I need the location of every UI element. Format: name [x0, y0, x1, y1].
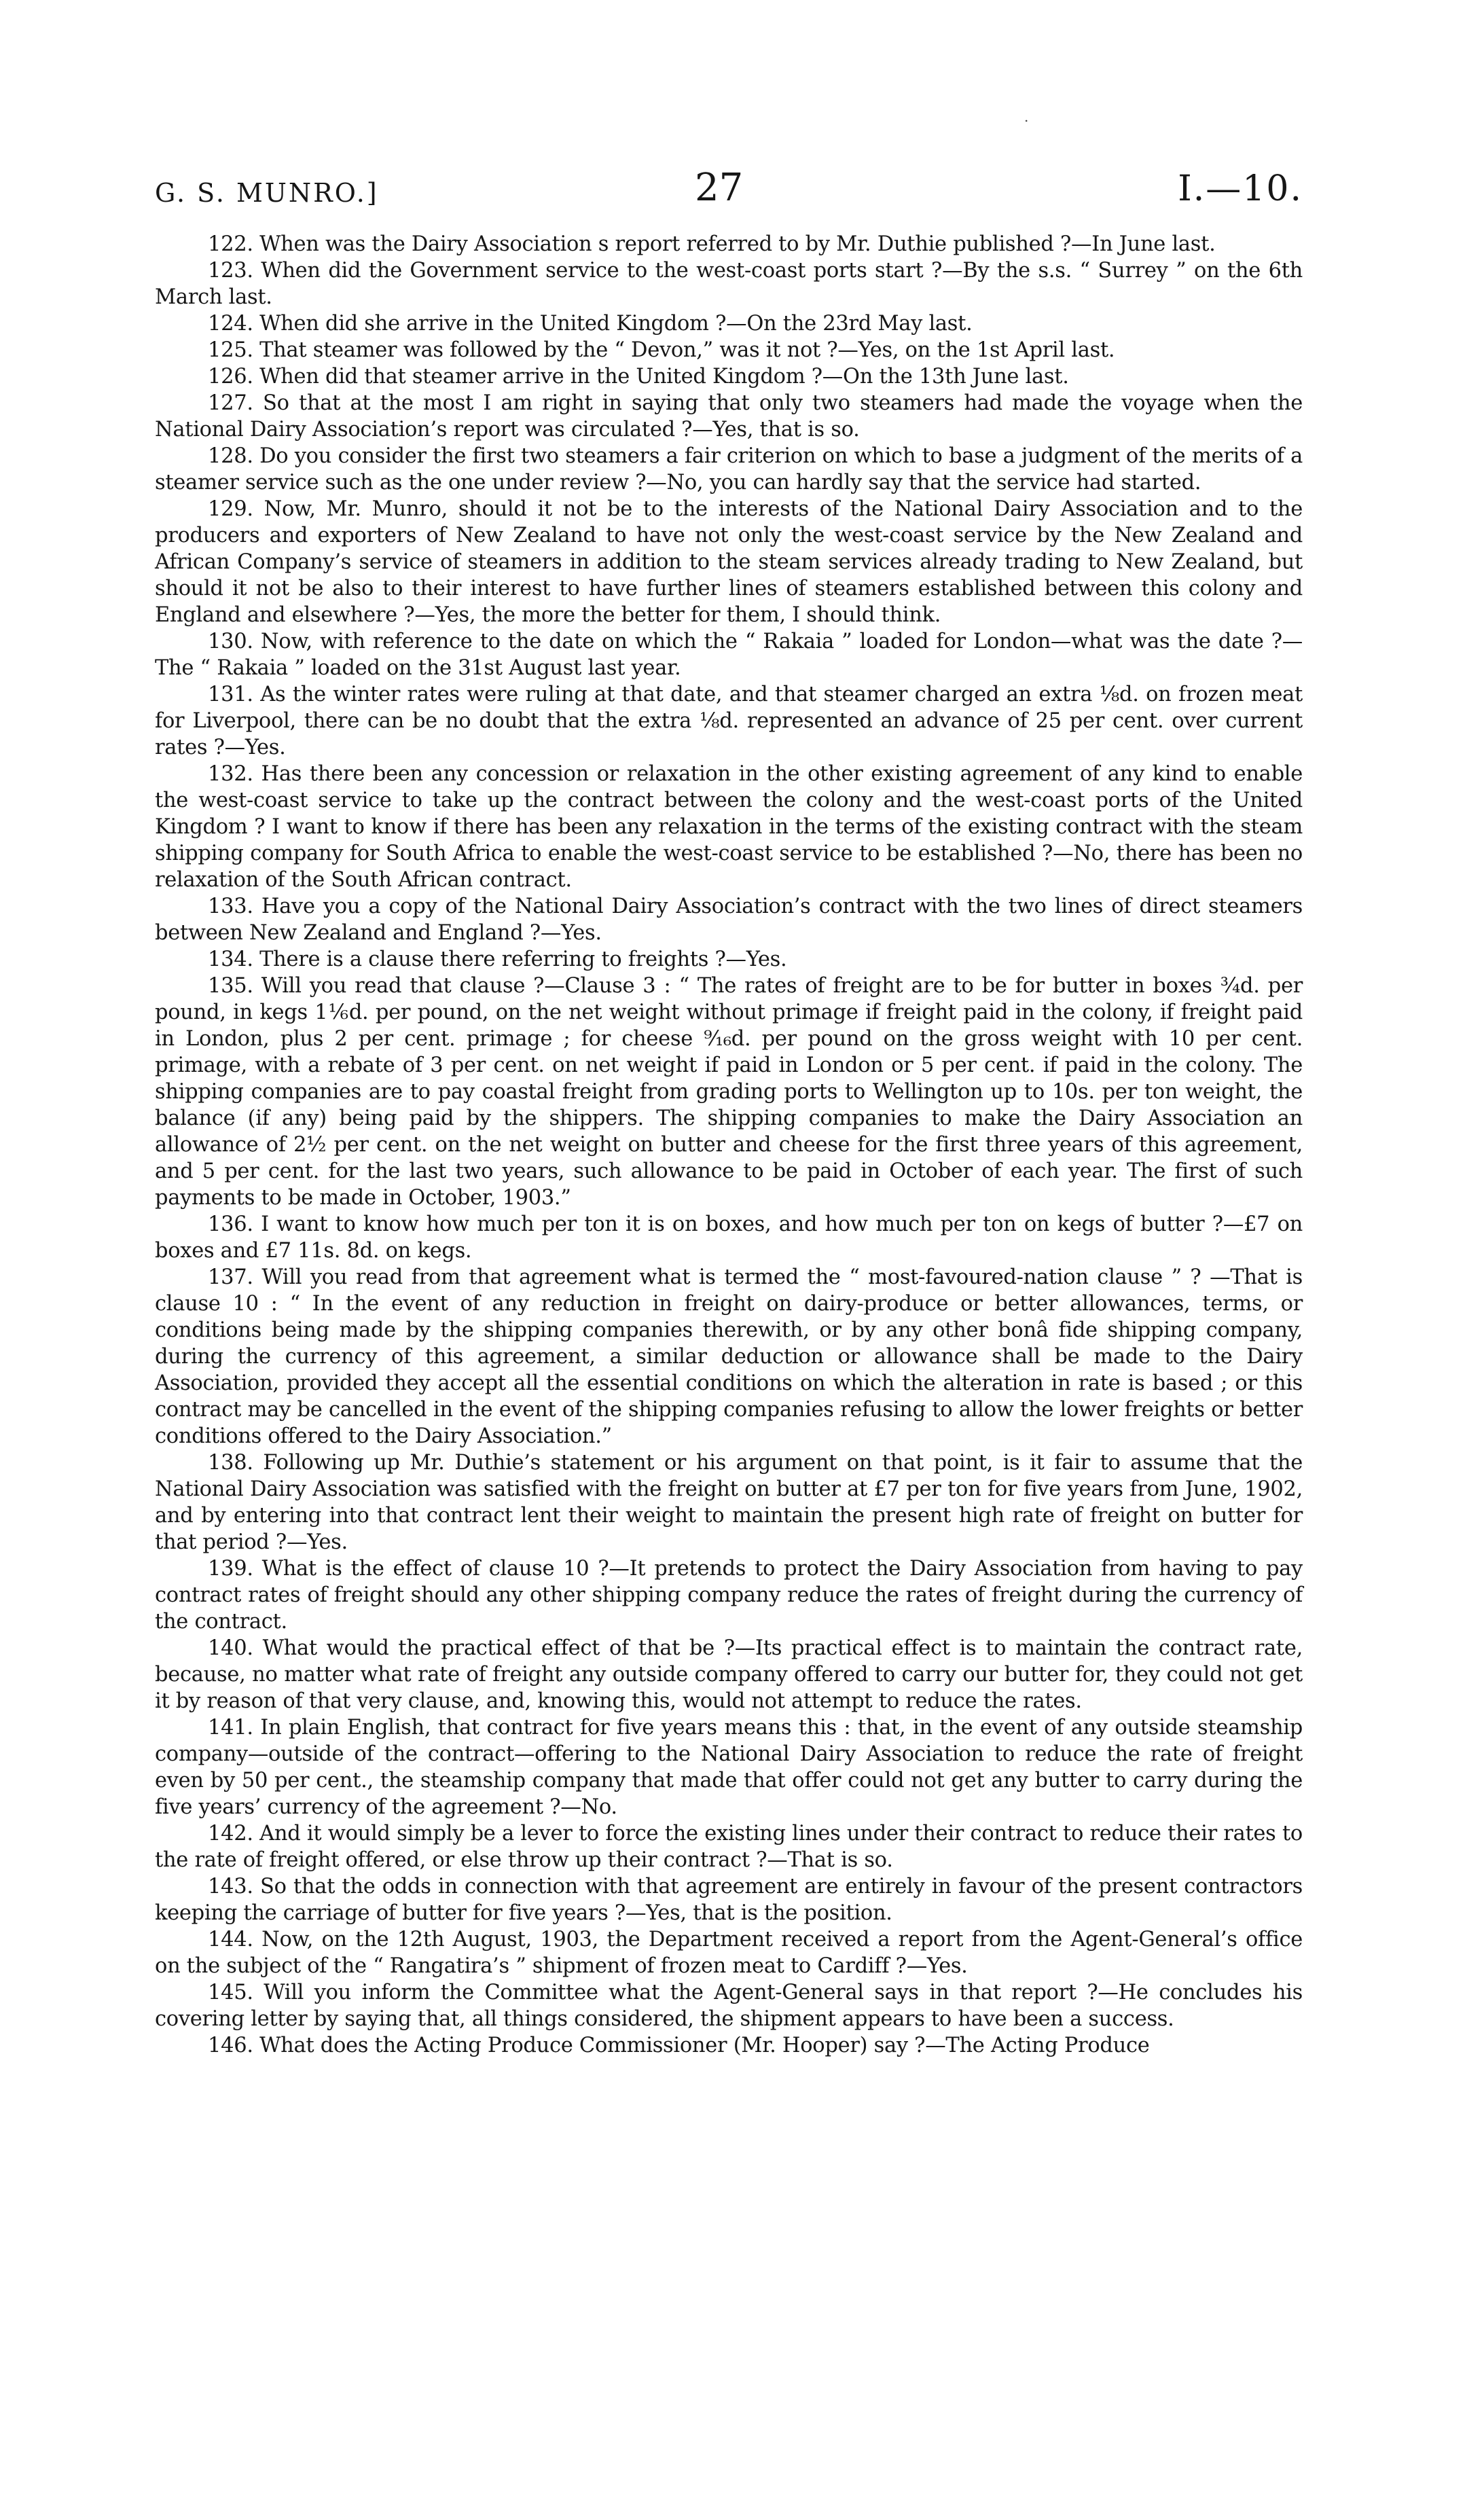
- question-144: 144. Now, on the 12th August, 1903, the Department received a report from the Agent-General’s office on the subject of the “ Rangatira’s ” shipment of frozen meat to Cardiff ?—Yes.: [155, 1928, 1303, 1978]
- page-number: 27: [695, 166, 744, 210]
- question-135: 135. Will you read that clause ?—Clause 3 : “ The rates of freight are to be for butter in boxes ¾d. per pound, in kegs 1⅙d. per pound, on the net weight without primage if freight paid in the colony, if freight paid in London, plus 2 per cent. primage ; for cheese ⁹⁄₁₆d. per pound on the gross weight with 10 per cent. primage, with a rebate of 3 per cent. on net weight if paid in London or 5 per cent. if paid in the colony. The shipping companies are to pay coastal freight from grading ports to Wellington up to 10s. per ton weight, the balance (if any) being paid by the shippers. The shipping companies to make the Dairy Association an allowance of 2½ per cent. on the net weight on butter and cheese for the first three years of this agreement, and 5 per cent. for the last two years, such allowance to be paid in October of each year. The first of such payments to be made in October, 1903.”: [155, 974, 1303, 1210]
- minutes-of-evidence: [155, 231, 1303, 2059]
- question-127: 127. So that at the most I am right in saying that only two steamers had made the voyage when the National Dairy Association’s report was circulated ?—Yes, that is so.: [155, 391, 1303, 442]
- question-129: 129. Now, Mr. Munro, should it not be to the interests of the National Dairy Association and to the producers and exporters of New Zealand to have not only the west-coast service by the New Zealand and African Company’s service of steamers in addition to the steam services already trading to New Zealand, but should it not be also to their interest to have further lines of steamers established between this colony and England and elsewhere ?—Yes, the more the better for them, I should think.: [155, 497, 1303, 627]
- question-138: 138. Following up Mr. Duthie’s statement or his argument on that point, is it fair to assume that the National Dairy Association was satisfied with the freight on butter at £7 per ton for five years from June, 1902, and by entering into that contract lent their weight to maintain the present high rate of freight on butter for that period ?—Yes.: [155, 1451, 1303, 1554]
- witness-name: G. S. MUNRO.]: [155, 178, 379, 208]
- paper-reference: I.—10.: [1178, 168, 1303, 209]
- question-133: 133. Have you a copy of the National Dairy Association’s contract with the two lines of direct steamers between New Zealand and England ?—Yes.: [155, 895, 1303, 945]
- question-140: 140. What would the practical effect of that be ?—Its practical effect is to maintain the contract rate, because, no matter what rate of freight any outside company offered to carry our butter for, they could not get it by reason of that very clause, and, knowing this, would not attempt to reduce the rates.: [155, 1636, 1303, 1713]
- stray-mark: .: [1024, 109, 1029, 125]
- question-131: 131. As the winter rates were ruling at that date, and that steamer charged an extra ⅛d. on frozen meat for Liverpool, there can be no doubt that the extra ⅛d. represented an advance of 25 per cent. over current rates ?—Yes.: [155, 683, 1303, 759]
- question-143: 143. So that the odds in connection with that agreement are entirely in favour of the present contractors keeping the carriage of butter for five years ?—Yes, that is the position.: [155, 1875, 1303, 1925]
- question-145: 145. Will you inform the Committee what the Agent-General says in that report ?—He concludes his covering letter by saying that, all things considered, the shipment appears to have been a success.: [155, 1981, 1303, 2031]
- running-head: [155, 166, 1303, 213]
- question-137: 137. Will you read from that agreement what is termed the “ most-favoured-nation clause ” ? —That is clause 10 : “ In the event of any reduction in freight on dairy-produce or better allowances, terms, or conditions being made by the shipping companies therewith, or by any other bonâ fide shipping company, during the currency of this agreement, a similar deduction or allowance shall be made to the Dairy Association, provided they accept all the essential conditions on which the alteration in rate is based ; or this contract may be cancelled in the event of the shipping companies refusing to allow the lower freights or better conditions offered to the Dairy Association.”: [155, 1265, 1303, 1448]
- question-141: 141. In plain English, that contract for five years means this : that, in the event of any outside steamship company—outside of the contract—offering to the National Dairy Association to reduce the rate of freight even by 50 per cent., the steamship company that made that offer could not get any butter to carry during the five years’ currency of the agreement ?—No.: [155, 1716, 1303, 1819]
- question-126: 126. When did that steamer arrive in the United Kingdom ?—On the 13th June last.: [208, 365, 1069, 389]
- question-146: 146. What does the Acting Produce Commissioner (Mr. Hooper) say ?—The Acting Produce: [208, 2034, 1150, 2057]
- question-134: 134. There is a clause there referring to freights ?—Yes.: [208, 948, 787, 971]
- question-130: 130. Now, with reference to the date on which the “ Rakaia ” loaded for London—what was the date ?—The “ Rakaia ” loaded on the 31st August last year.: [155, 630, 1303, 680]
- question-139: 139. What is the effect of clause 10 ?—It pretends to protect the Dairy Association from having to pay contract rates of freight should any other shipping company reduce the rates of freight during the currency of the contract.: [155, 1557, 1303, 1634]
- question-124: 124. When did she arrive in the United Kingdom ?—On the 23rd May last.: [208, 312, 973, 336]
- question-136: 136. I want to know how much per ton it is on boxes, and how much per ton on kegs of butter ?—£7 on boxes and £7 11s. 8d. on kegs.: [155, 1212, 1303, 1263]
- question-123: 123. When did the Government service to the west-coast ports start ?—By the s.s. “ Surrey ” on the 6th March last.: [155, 259, 1303, 309]
- question-128: 128. Do you consider the first two steamers a fair criterion on which to base a judgment of the merits of a steamer service such as the one under review ?—No, you can hardly say that the service had started.: [155, 444, 1303, 494]
- question-125: 125. That steamer was followed by the “ Devon,” was it not ?—Yes, on the 1st April last.: [208, 338, 1115, 362]
- question-122: 122. When was the Dairy Association s report referred to by Mr. Duthie published ?—In June last.: [208, 232, 1216, 256]
- question-132: 132. Has there been any concession or relaxation in the other existing agreement of any kind to enable the west-coast service to take up the contract between the colony and the west-coast ports of the United Kingdom ? I want to know if there has been any relaxation in the terms of the existing contract with the steam shipping company for South Africa to enable the west-coast service to be established ?—No, there has been no relaxation of the South African contract.: [155, 762, 1303, 892]
- question-142: 142. And it would simply be a lever to force the existing lines under their contract to reduce their rates to the rate of freight offered, or else throw up their contract ?—That is so.: [155, 1822, 1303, 1872]
